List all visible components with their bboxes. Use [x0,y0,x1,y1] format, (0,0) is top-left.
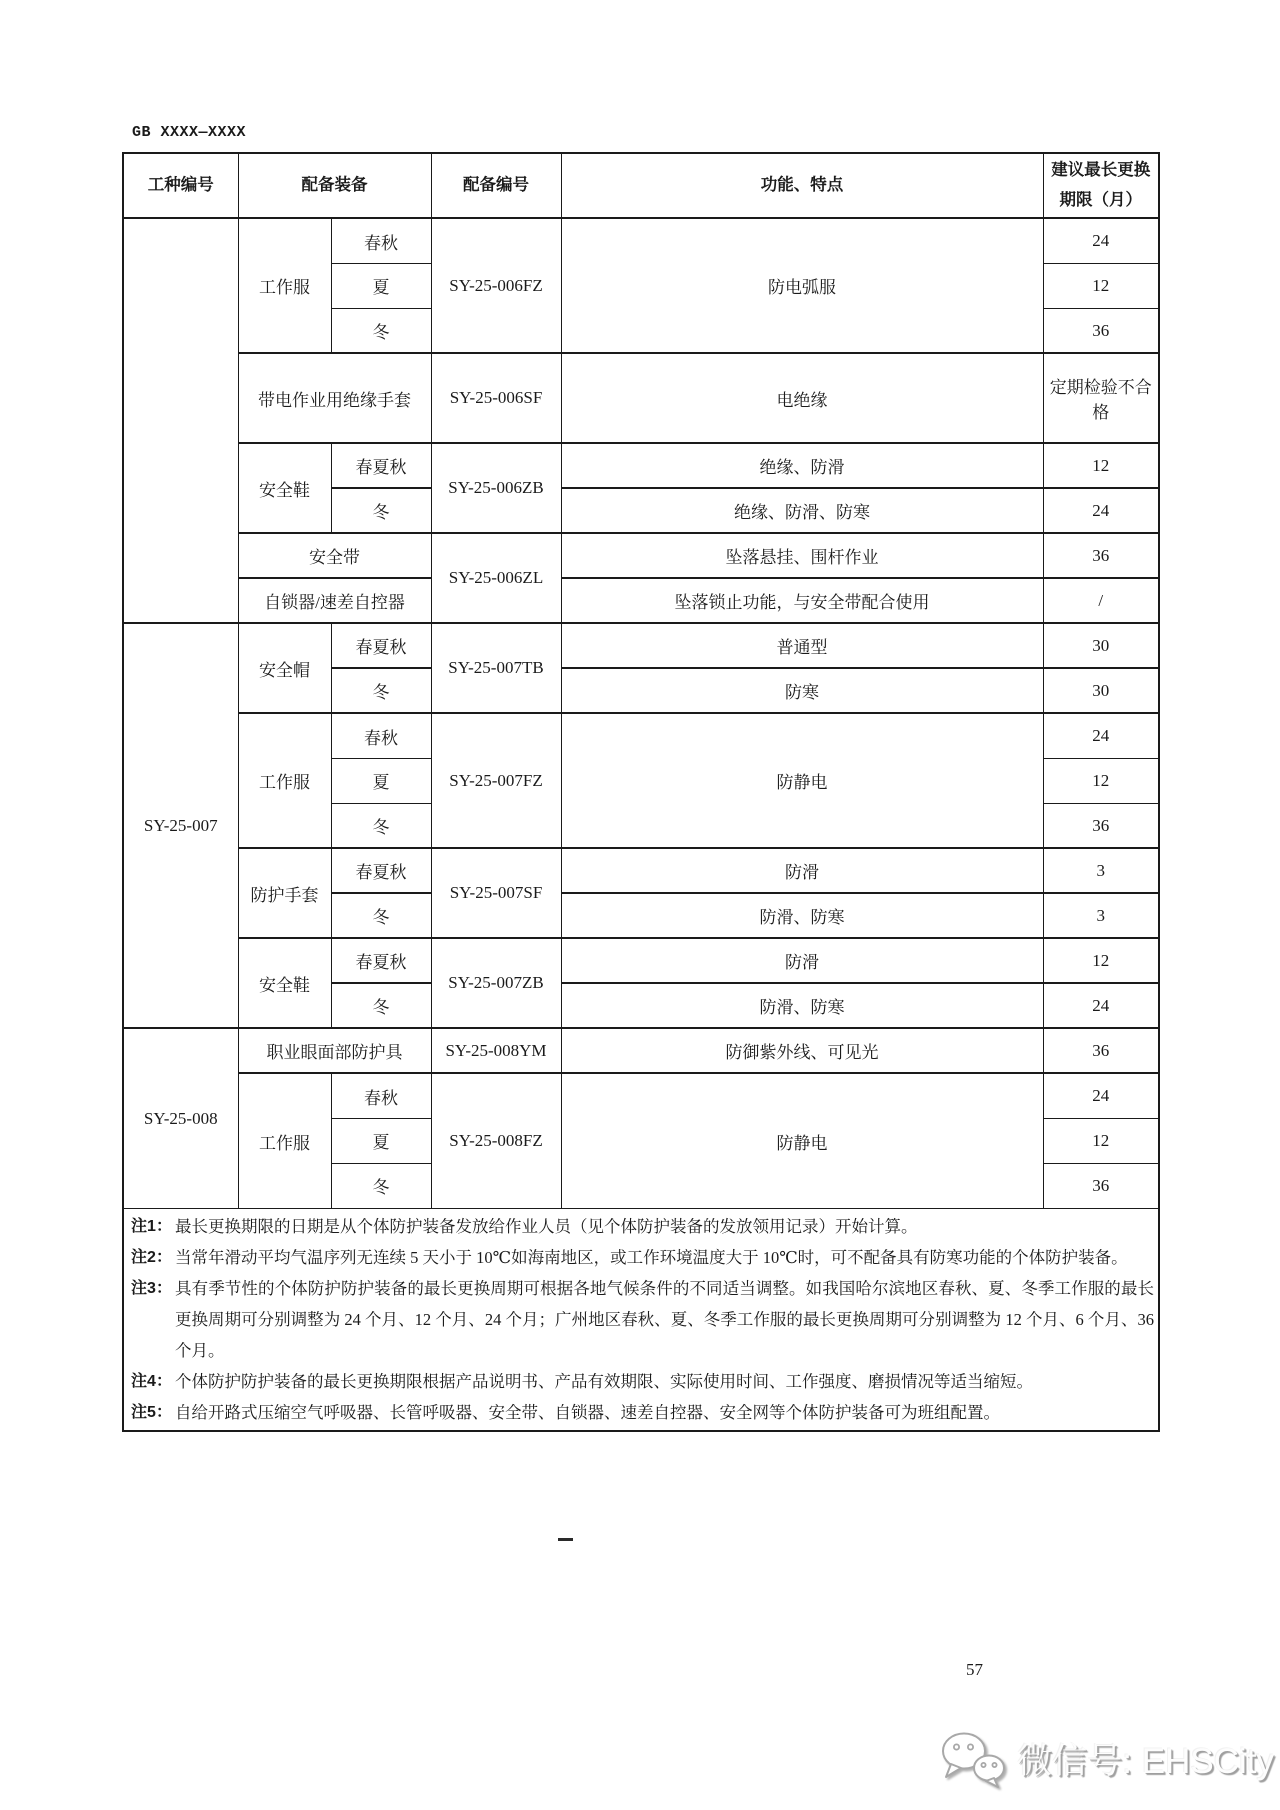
cell-period: 24 [1043,218,1159,263]
cell-period: 12 [1043,758,1159,803]
header-equipment: 配备装备 [238,153,431,218]
cell-period: 12 [1043,443,1159,488]
header-period: 建议最长更换期限（月） [1043,153,1159,218]
header-features: 功能、特点 [561,153,1043,218]
cell-period: 36 [1043,1163,1159,1208]
cell-season: 夏 [331,263,431,308]
cell-feature: 绝缘、防滑 [561,443,1043,488]
table-row [123,218,1159,263]
cell-item: 自锁器/速差自控器 [238,578,431,623]
note-text: 自给开路式压缩空气呼吸器、长管呼吸器、安全带、自锁器、速差自控器、安全网等个体防护装备可为班组配置。 [175,1402,1000,1422]
note-label: 注5： [131,1403,172,1421]
cell-season: 冬 [331,1163,431,1208]
note-label: 注1： [131,1217,172,1235]
note-text: 最长更换期限的日期是从个体防护装备发放给作业人员（见个体防护装备的发放领用记录）开始计算。 [175,1216,918,1236]
cell-season: 夏 [331,758,431,803]
cell-job-no [123,218,238,623]
cell-period: 12 [1043,1118,1159,1163]
cell-period: 24 [1043,713,1159,758]
note-item [128,1397,1154,1428]
note-label: 注4： [131,1372,172,1390]
note-text: 当常年滑动平均气温序列无连续 5 天小于 10℃如海南地区，或工作环境温度大于 10℃时，可不配备具有防寒功能的个体防护装备。 [175,1247,1128,1267]
cell-feature: 防滑、防寒 [561,983,1043,1028]
scan-artifact-mark [558,1538,573,1541]
cell-item: 工作服 [238,218,331,353]
cell-season: 春秋 [331,1073,431,1118]
cell-feature: 防静电 [561,713,1043,848]
cell-feature: 防滑、防寒 [561,893,1043,938]
cell-season: 春夏秋 [331,848,431,893]
cell-period: 24 [1043,1073,1159,1118]
note-item [128,1366,1154,1397]
cell-season: 冬 [331,308,431,353]
table-row [123,1073,1159,1118]
header-job-no: 工种编号 [123,153,238,218]
cell-code: SY-25-008YM [431,1028,561,1073]
cell-code: SY-25-006SF [431,353,561,443]
cell-season: 春夏秋 [331,443,431,488]
cell-code: SY-25-006ZB [431,443,561,533]
table-row [123,848,1159,893]
cell-period: 36 [1043,1028,1159,1073]
note-label: 注2： [131,1248,172,1266]
table-row [123,533,1159,578]
cell-item: 带电作业用绝缘手套 [238,353,431,443]
cell-feature: 普通型 [561,623,1043,668]
cell-job-no: SY-25-008 [123,1028,238,1208]
note-item [128,1242,1154,1273]
cell-item: 职业眼面部防护具 [238,1028,431,1073]
cell-code: SY-25-006FZ [431,218,561,353]
cell-item: 防护手套 [238,848,331,938]
table-row [123,443,1159,488]
cell-period: 3 [1043,893,1159,938]
cell-item: 安全鞋 [238,443,331,533]
cell-season: 春夏秋 [331,938,431,983]
cell-feature: 防御紫外线、可见光 [561,1028,1043,1073]
cell-period: 3 [1043,848,1159,893]
cell-feature: 防滑 [561,848,1043,893]
table-row [123,713,1159,758]
cell-season: 春夏秋 [331,623,431,668]
equipment-table [122,152,1160,1432]
cell-season: 冬 [331,893,431,938]
table-row [123,623,1159,668]
table-header-row [123,153,1159,218]
table-row [123,938,1159,983]
cell-period: 定期检验不合格 [1043,353,1159,443]
wechat-watermark [939,1730,1274,1788]
cell-code: SY-25-007ZB [431,938,561,1028]
cell-code: SY-25-008FZ [431,1073,561,1208]
note-text: 具有季节性的个体防护防护装备的最长更换周期可根据各地气候条件的不同适当调整。如我国哈尔滨地区春秋、夏、冬季工作服的最长更换周期可分别调整为 24 个月、12 个月、24 个月；广州地区春秋、夏、冬季工作服的最长更换周期可分别调整为 12 个月、6 个月、36 个月。 [175,1278,1155,1360]
note-text: 个体防护防护装备的最长更换期限根据产品说明书、产品有效期限、实际使用时间、工作强度、磨损情况等适当缩短。 [175,1371,1033,1391]
cell-feature: 绝缘、防滑、防寒 [561,488,1043,533]
cell-job-no: SY-25-007 [123,623,238,1028]
cell-feature: 坠落悬挂、围杆作业 [561,533,1043,578]
cell-season: 冬 [331,488,431,533]
cell-item: 工作服 [238,1073,331,1208]
cell-period: 24 [1043,983,1159,1028]
cell-code: SY-25-006ZL [431,533,561,623]
cell-feature: 防静电 [561,1073,1043,1208]
cell-feature: 防电弧服 [561,218,1043,353]
cell-period: 36 [1043,803,1159,848]
cell-code: SY-25-007TB [431,623,561,713]
page-number: 57 [966,1660,983,1679]
watermark-text: 微信号: EHSCity [1017,1742,1274,1781]
cell-feature: 防滑 [561,938,1043,983]
cell-period: 24 [1043,488,1159,533]
cell-season: 冬 [331,983,431,1028]
document-code: GB XXXX—XXXX [132,124,247,141]
cell-period: 12 [1043,263,1159,308]
cell-period: 36 [1043,308,1159,353]
cell-item: 工作服 [238,713,331,848]
cell-period: 30 [1043,623,1159,668]
cell-season: 夏 [331,1118,431,1163]
cell-code: SY-25-007FZ [431,713,561,848]
notes-row [123,1208,1159,1431]
cell-item: 安全鞋 [238,938,331,1028]
cell-feature: 防寒 [561,668,1043,713]
cell-season: 冬 [331,668,431,713]
cell-period: 12 [1043,938,1159,983]
table-row [123,578,1159,623]
table-row [123,1028,1159,1073]
cell-season: 春秋 [331,713,431,758]
cell-item: 安全带 [238,533,431,578]
cell-period: 36 [1043,533,1159,578]
notes-section [123,1208,1159,1431]
note-item [128,1273,1154,1366]
cell-code: SY-25-007SF [431,848,561,938]
header-code: 配备编号 [431,153,561,218]
note-item [128,1211,1154,1242]
cell-feature: 电绝缘 [561,353,1043,443]
cell-season: 冬 [331,803,431,848]
wechat-icon [939,1730,1009,1788]
cell-feature: 坠落锁止功能，与安全带配合使用 [561,578,1043,623]
note-label: 注3： [131,1279,172,1297]
cell-item: 安全帽 [238,623,331,713]
table-row [123,353,1159,443]
cell-period: / [1043,578,1159,623]
cell-season: 春秋 [331,218,431,263]
cell-period: 30 [1043,668,1159,713]
